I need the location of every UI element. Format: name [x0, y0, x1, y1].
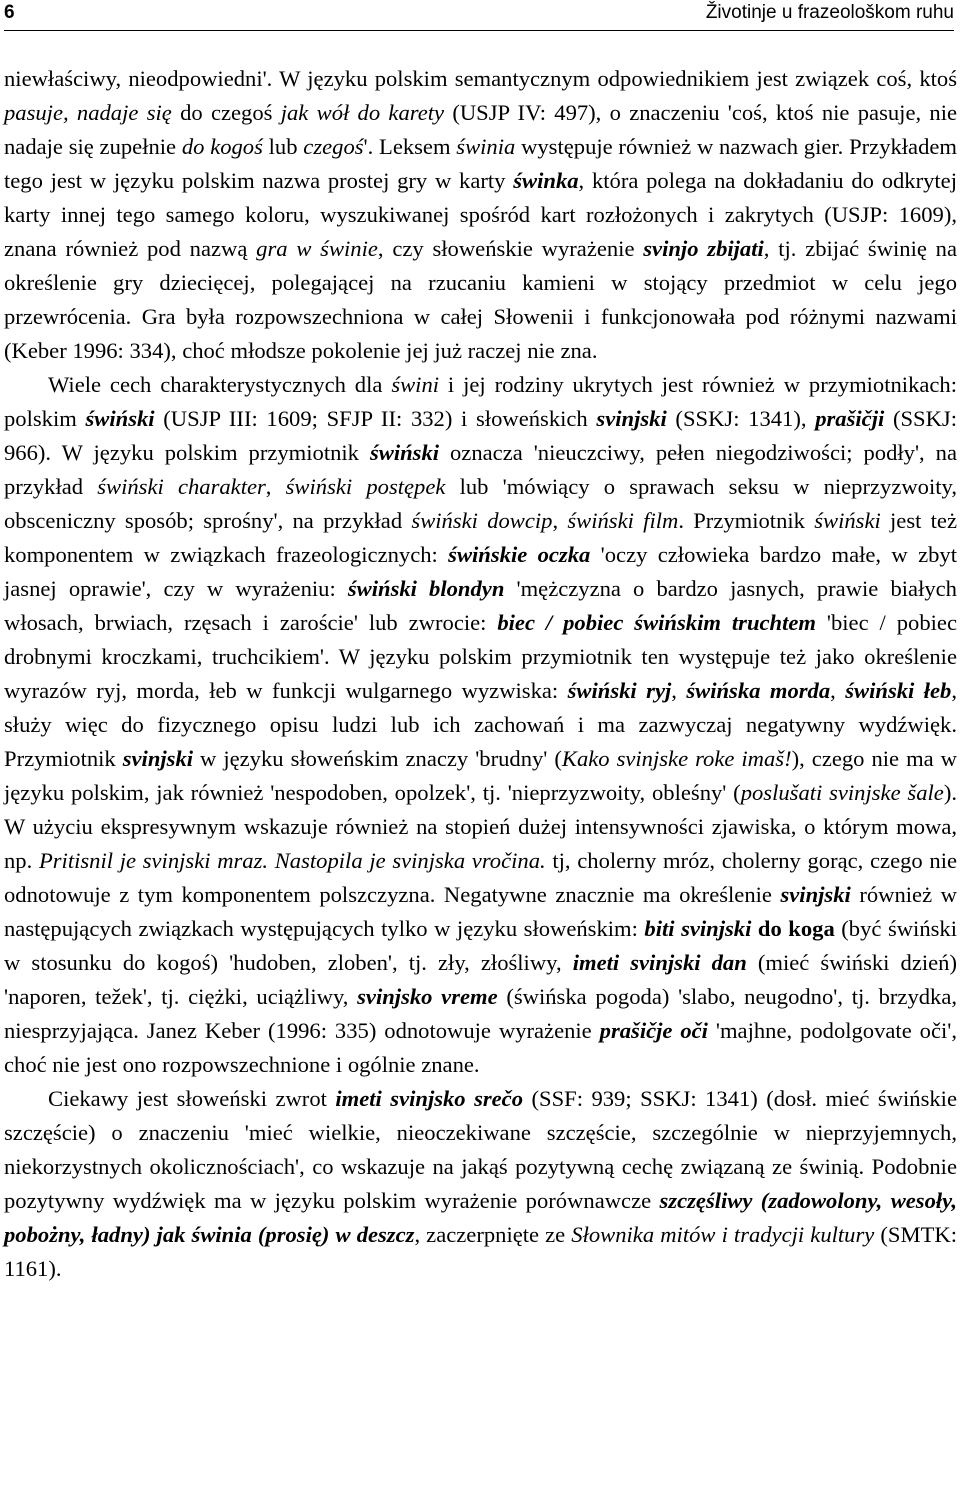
italic-term: świni — [391, 372, 440, 397]
text-run: , — [552, 508, 568, 533]
text-run: w języku słoweńskim znaczy 'brudny' ( — [193, 746, 562, 771]
text-run: tj, cholerny mróz, cholerny gorąc, czego nie odnotowuje z tym komponentem polszczyzna. Negatywne znacznie ma określenie — [4, 848, 957, 907]
text-run: , która polega na dokładaniu do odkrytej karty innej tego samego koloru, wyszukiwanej spośród kart rozłożonych i zakrytych (USJP: 1609), znana również pod nazwą — [4, 168, 957, 261]
italic-term: czegoś — [303, 134, 364, 159]
text-run: niewłaściwy, nieodpowiedni'. W języku polskim semantycznym odpowiednikiem jest związek coś, ktoś — [4, 66, 957, 91]
bold-italic-phrase: świński łeb — [845, 678, 952, 703]
text-run: , — [671, 678, 687, 703]
bold-italic-phrase: prašičje oči — [599, 1018, 708, 1043]
text-run: 'biec / pobiec drobnymi kroczkami, truchcikiem'. W języku polskim przymiotnik ten występuje też jako określenie wyrazów ryj, morda, łeb w funkcji wulgarnego wyzwiska: — [4, 610, 957, 703]
text-run: jest też komponentem w związkach frazeologicznych: — [4, 508, 957, 567]
bold-italic-phrase: svinjski — [780, 882, 851, 907]
paragraph — [4, 368, 957, 1082]
bold-italic-phrase: biec / pobiec świńskim truchtem — [497, 610, 816, 635]
text-run: '. Leksem — [363, 134, 457, 159]
running-title: Životinje u frazeološkom ruhu — [705, 2, 954, 23]
bold-italic-phrase: świński blondyn — [347, 576, 505, 601]
text-run: (SMTK: 1161). — [4, 1222, 957, 1281]
italic-term: świński dowcip — [411, 508, 553, 533]
italic-term: świński postępek — [285, 474, 446, 499]
text-run: , tj. zbijać świnię na określenie gry dziecięcej, polegającej na rzucaniu kamieni w stojący przedmiot w celu jego przewrócenia. Gra była rozpowszechniona w całej Słowenii i funkcjonowała pod różnymi nazwami (Keber 1996: 334), choć młodsze pokolenie jej już raczej nie zna. — [4, 236, 957, 363]
text-run: do czegoś — [171, 100, 281, 125]
body-text — [4, 62, 957, 1286]
italic-term: świński charakter — [97, 474, 266, 499]
bold-italic-phrase: świńska morda — [686, 678, 831, 703]
text-run: , — [265, 474, 286, 499]
bold-italic-phrase: svinjsko vreme — [357, 984, 498, 1009]
italic-term: świnia — [456, 134, 516, 159]
text-run: Wiele cech charakterystycznych dla — [48, 372, 392, 397]
text-run: (SSF: 939; SSKJ: 1341) (dosł. mieć świńskie szczęście) o znaczeniu 'mieć wielkie, nieoczekiwane szczęście, szczególnie w nieprzyjemnych, niekorzystnych okolicznościach', co wskazuje na jakąś pozytywną cechę związaną ze świnią. Podobnie pozytywny wydźwięk ma w języku polskim wyrażenie porównawcze — [4, 1086, 957, 1213]
text-run: , czy słoweńskie wyrażenie — [377, 236, 644, 261]
text-run: (USJP IV: 497), o znaczeniu 'coś, ktoś nie pasuje, nie nadaje się zupełnie — [4, 100, 958, 159]
italic-term: Słownika mitów i tradycji kultury — [571, 1222, 875, 1247]
italic-term: świński — [814, 508, 881, 533]
bold-italic-phrase: imeti svinjsko srečo — [335, 1086, 524, 1111]
bold-italic-phrase: świnka — [513, 168, 579, 193]
bold-italic-phrase: świński — [369, 440, 440, 465]
bold-italic-phrase: świński — [85, 406, 155, 431]
paragraph — [4, 1082, 957, 1286]
bold-italic-phrase: svinjski — [596, 406, 667, 431]
text-run: występuje również w nazwach gier. Przykładem tego jest w języku polskim nazwa prostej gry w karty — [4, 134, 957, 193]
text-run: (świńska pogoda) 'slabo, neugodno', tj. brzydka, niesprzyjająca. Janez Keber (1996: 335) odnotowuje wyrażenie — [4, 984, 958, 1043]
text-run: (SSKJ: 1341), — [666, 406, 816, 431]
text-run: 'mężczyzna o bardzo jasnych, prawie białych włosach, brwiach, rzęsach i zaroście' lub zwrocie: — [4, 576, 957, 635]
text-run: lub 'mówiący o sprawach seksu w nieprzyzwoity, obsceniczny sposób; sprośny', na przykład — [4, 474, 957, 533]
italic-term: pasuje, nadaje się — [4, 100, 172, 125]
text-run: 'oczy człowieka bardzo małe, w zbyt jasnej oprawie', czy w wyrażeniu: — [4, 542, 957, 601]
text-run: również w następujących związkach występujących tylko w języku słoweńskim: — [4, 882, 957, 941]
text-run: , służy więc do fizycznego opisu ludzi lub ich zachowań i ma zazwyczaj negatywny wydźwięk. Przymiotnik — [4, 678, 958, 771]
paragraph — [4, 62, 957, 368]
text-run: . Przymiotnik — [678, 508, 815, 533]
header-rule — [4, 30, 954, 31]
bold-italic-phrase: imeti svinjski dan — [572, 950, 747, 975]
italic-term: jak wół do karety — [280, 100, 445, 125]
text-run: (USJP III: 1609; SFJP II: 332) i słoweńskich — [154, 406, 597, 431]
text-run: Ciekawy jest słoweński zwrot — [48, 1086, 336, 1111]
text-run: oznacza 'nieuczciwy, pełen niegodziwości; podły', na przykład — [4, 440, 957, 499]
bold-italic-phrase: biti svinjski — [644, 916, 752, 941]
text-run: (być świński w stosunku do kogoś) 'hudoben, zloben', tj. zły, złośliwy, — [4, 916, 958, 975]
bold-italic-phrase: svinjski — [122, 746, 194, 771]
bold-phrase: do koga — [757, 916, 835, 941]
running-header — [4, 0, 954, 30]
text-run: 'majhne, podolgovate oči', choć nie jest ono rozpowszechnione i ogólnie znane. — [4, 1018, 957, 1077]
italic-term: Pritisnil je svinjski mraz. Nastopila je svinjska vročina. — [38, 848, 546, 873]
text-run: , zaczerpnięte ze — [414, 1222, 572, 1247]
italic-term: świński film — [567, 508, 679, 533]
text-run: ), czego nie ma w języku polskim, jak również 'nespodoben, opolzek', tj. 'nieprzyzwoity, obleśny' ( — [4, 746, 957, 805]
text-run: lub — [262, 134, 304, 159]
bold-italic-phrase: szczęśliwy (zadowolony, wesoły, pobożny, ładny) jak świnia (prosię) w deszcz — [4, 1188, 958, 1247]
italic-term: Kako svinjske roke imaš! — [561, 746, 792, 771]
text-run: , — [830, 678, 846, 703]
text-run: (SSKJ: 966). W języku polskim przymiotnik — [4, 406, 957, 465]
italic-term: do kogoś — [181, 134, 263, 159]
text-run: i jej rodziny ukrytych jest również w przymiotnikach: polskim — [4, 372, 957, 431]
page-number: 6 — [4, 2, 15, 23]
bold-italic-phrase: świńskie oczka — [448, 542, 591, 567]
bold-italic-phrase: prašičji — [815, 406, 885, 431]
italic-term: poslušati svinjske šale — [740, 780, 944, 805]
text-run: ). W użyciu ekspresywnym wskazuje również na stopień dużej intensywności zjawiska, o którym mowa, np. — [4, 780, 957, 873]
bold-italic-phrase: świński ryj — [567, 678, 672, 703]
bold-italic-phrase: svinjo zbijati — [643, 236, 764, 261]
text-run: (mieć świński dzień) 'naporen, težek', tj. ciężki, uciążliwy, — [4, 950, 957, 1009]
italic-term: gra w świnie — [256, 236, 378, 261]
